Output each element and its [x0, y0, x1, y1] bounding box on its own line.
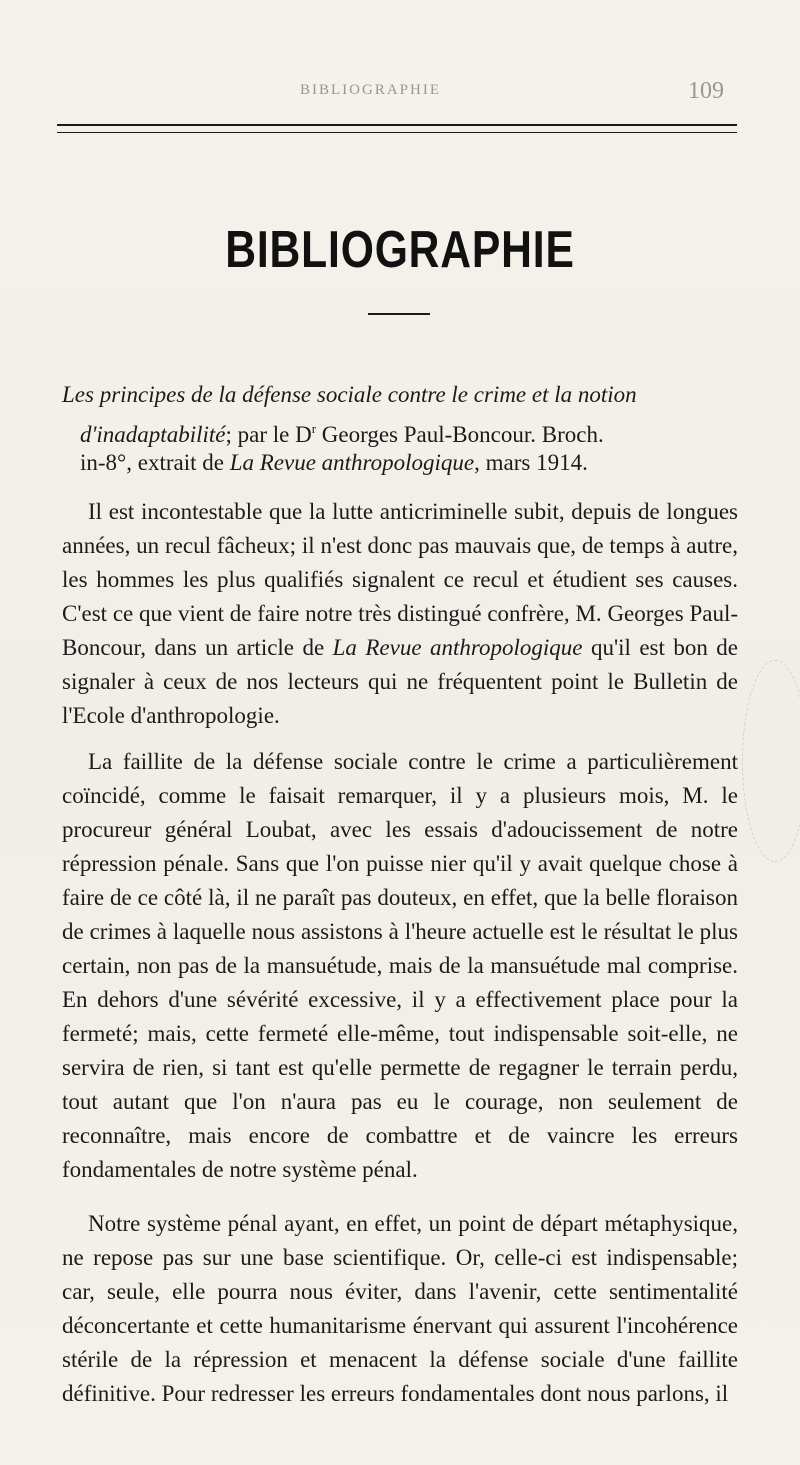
- bibliographic-reference: [62, 378, 738, 480]
- paragraph-1: [62, 495, 738, 733]
- paragraph-2: [62, 745, 738, 1187]
- running-head: [0, 78, 800, 108]
- reference-date: , mars 1914.: [474, 450, 588, 475]
- reference-line-3: [62, 446, 738, 480]
- heading-underline: [368, 313, 430, 315]
- reference-line-1: [62, 378, 738, 412]
- reference-title-end: d'inadaptabilité: [80, 422, 226, 447]
- paragraph-1-journal: La Revue anthropologique: [332, 635, 583, 660]
- library-stamp: [742, 660, 800, 862]
- header-rule-thin: [57, 132, 737, 133]
- paragraph-3: [62, 1207, 738, 1411]
- paragraph-3-text: Notre système pénal ayant, en effet, un point de départ métaphysique, ne repose pas sur une base scientifique. Or, celle-ci est indispensable; car, seule, elle pourra nous éviter, dans l'avenir, cette sentimentalité déconcertante et cette humanitarisme énervant qui assurent l'incohérence stérile de la répression et menacent la défense sociale d'une faillite définitive. Pour redresser les erreurs fondamentales dont nous parlons, il: [62, 1211, 738, 1406]
- reference-journal: La Revue anthropologique: [229, 450, 475, 475]
- reference-author: Georges Paul-Boncour. Broch.: [316, 422, 604, 447]
- section-heading: BIBLIOGRAPHIE: [225, 221, 575, 279]
- reference-dr-sup: r: [311, 421, 317, 436]
- paragraph-1-text-b: qu'il est bon de signaler à ceux de nos lecteurs qui ne fréquentent point le Bulletin de l'Ecole d'anthropologie.: [62, 635, 738, 728]
- running-head-title: BIBLIOGRAPHIE: [300, 82, 441, 98]
- paragraph-1-text-a: Il est incontestable que la lutte anticriminelle subit, depuis de longues années, un recul fâcheux; il n'est donc pas mauvais que, de temps à autre, les hommes les plus qualifiés signalent ce recul et étudient ses causes. C'est ce que vient de faire notre très distingué confrère, M. Georges Paul-Boncour, dans un article de: [62, 499, 738, 660]
- header-rule: [57, 124, 737, 126]
- reference-line-2: [62, 412, 738, 446]
- reference-by: ; par le D: [225, 422, 312, 447]
- reference-format: in-8°, extrait de: [80, 450, 230, 475]
- reference-title: Les principes de la défense sociale contre le crime et la notion: [62, 382, 637, 407]
- paragraph-2-text: La faillite de la défense sociale contre le crime a particulièrement coïncidé, comme le faisait remarquer, il y a plusieurs mois, M. le procureur général Loubat, avec les essais d'adoucissement de notre répression pénale. Sans que l'on puisse nier qu'il y avait quelque chose à faire de ce côté là, il ne paraît pas douteux, en effet, que la belle floraison de crimes à laquelle nous assistons à l'heure actuelle est le résultat le plus certain, non pas de la mansuétude, mais de la mansuétude mal comprise. En dehors d'une sévérité excessive, il y a effectivement place pour la fermeté; mais, cette fermeté elle-même, tout indispensable soit-elle, ne servira de rien, si tant est qu'elle permette de regagner le terrain perdu, tout autant que l'on n'aura pas eu le courage, non seulement de reconnaître, mais encore de combattre et de vaincre les erreurs fondamentales de notre système pénal.: [62, 749, 738, 1182]
- page-number: 109: [688, 78, 724, 104]
